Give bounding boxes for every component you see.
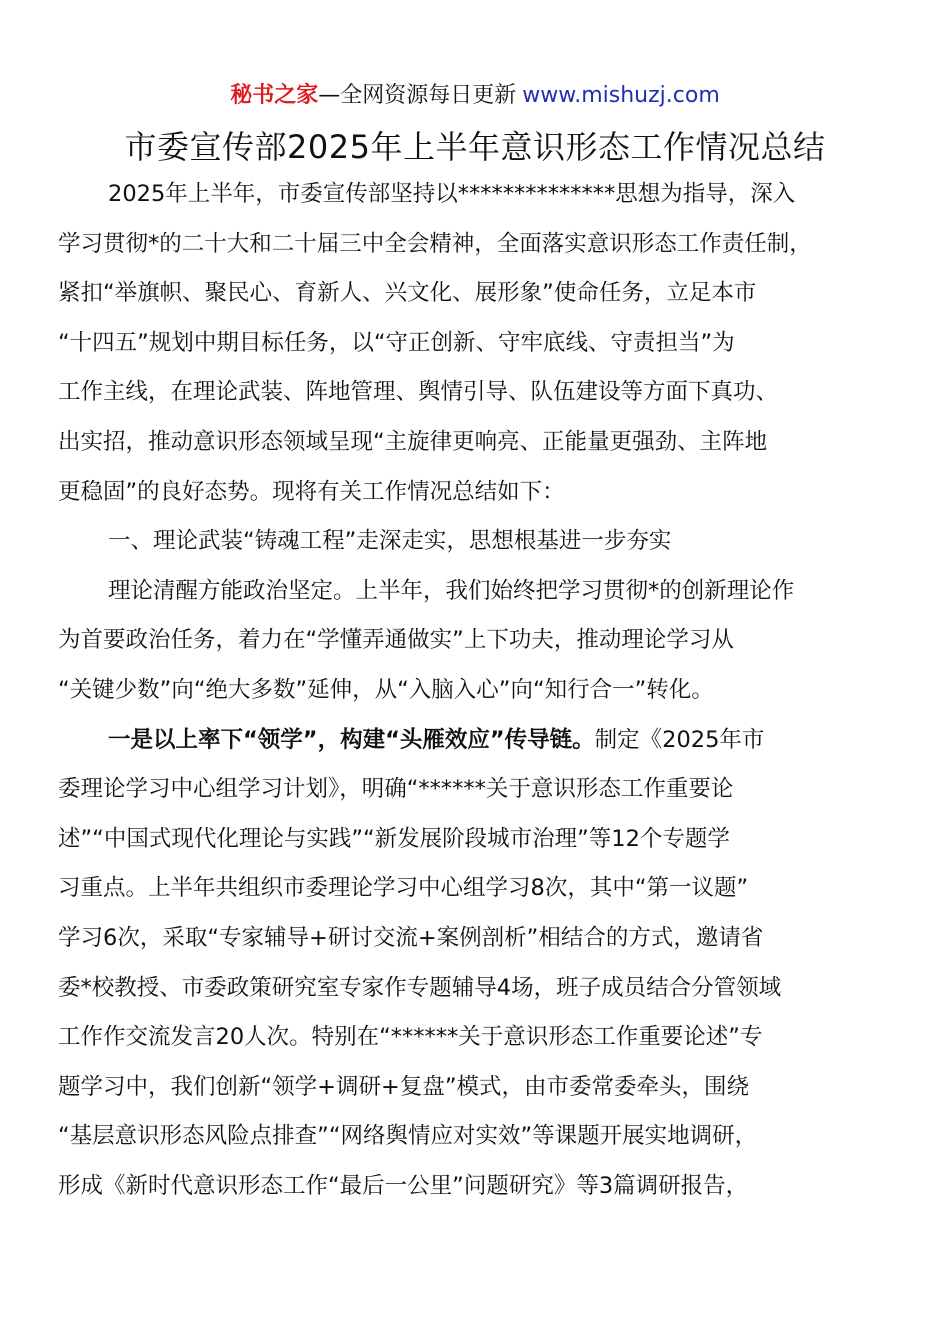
text-line	[58, 666, 898, 716]
text-line	[58, 567, 898, 617]
text-line	[58, 269, 898, 319]
line-text: 工作作交流发言20人次。特别在“******关于意识形态工作重要论述”专	[58, 1024, 763, 1051]
brand-name: 秘书之家	[230, 83, 319, 108]
line-text: 一、理论武装“铸魂工程”走深走实，思想根基进一步夯实	[108, 528, 672, 555]
text-line	[58, 319, 898, 369]
line-text: 题学习中，我们创新“领学+调研+复盘”模式，由市委常委牵头，围绕	[58, 1073, 750, 1100]
text-line	[58, 716, 898, 766]
line-text: 出实招，推动意识形态领域呈现“主旋律更响亮、正能量更强劲、主阵地	[58, 428, 768, 455]
line-text: 习重点。上半年共组织市委理论学习中心组学习8次，其中“第一议题”	[58, 875, 749, 902]
document-title: 市委宣传部2025年上半年意识形态工作情况总结	[124, 128, 826, 166]
line-text: “关键少数”向“绝大多数”延伸，从“入脑入心”向“知行合一”转化。	[58, 676, 714, 703]
text-line	[58, 765, 898, 815]
text-line	[58, 1063, 898, 1113]
line-text: 工作主线，在理论武装、阵地管理、舆情引导、队伍建设等方面下真功、	[58, 379, 779, 406]
document-body	[58, 170, 898, 1211]
text-line	[58, 170, 898, 220]
line-text: 紧扣“举旗帜、聚民心、育新人、兴文化、展形象”使命任务，立足本市	[58, 280, 757, 307]
line-text: “基层意识形态风险点排查”“网络舆情应对实效”等课题开展实地调研，	[58, 1123, 758, 1150]
text-line	[58, 914, 898, 964]
bold-lead-phrase: 一是以上率下“领学”，构建“头雁效应”传导链。	[108, 726, 595, 753]
line-text: 委*校教授、市委政策研究室专家作专题辅导4场，班子成员结合分管领域	[58, 974, 782, 1001]
text-line	[58, 368, 898, 418]
text-line	[58, 468, 898, 518]
line-text: 更稳固”的良好态势。现将有关工作情况总结如下：	[58, 478, 565, 505]
line-text: “十四五”规划中期目标任务，以“守正创新、守牢底线、守责担当”为	[58, 329, 735, 356]
text-line	[58, 964, 898, 1014]
line-text: 委理论学习中心组学习计划》，明确“******关于意识形态工作重要论	[58, 776, 734, 803]
text-line	[58, 1162, 898, 1212]
site-url[interactable]: www.mishuzj.com	[522, 83, 720, 108]
line-text: 为首要政治任务，着力在“学懂弄通做实”上下功夫，推动理论学习从	[58, 627, 734, 654]
line-text: 2025年上半年，市委宣传部坚持以**************思想为指导，深入	[108, 181, 796, 207]
text-line	[58, 1112, 898, 1162]
line-text: 理论清醒方能政治坚定。上半年，我们始终把学习贯彻*的创新理论作	[108, 577, 795, 604]
text-line	[58, 517, 898, 567]
line-text: 形成《新时代意识形态工作“最后一公里”问题研究》等3篇调研报告，	[58, 1172, 749, 1199]
text-line	[58, 220, 898, 270]
text-line	[58, 864, 898, 914]
text-line	[58, 418, 898, 468]
site-header	[0, 80, 950, 112]
line-text: 学习6次，采取“专家辅导+研讨交流+案例剖析”相结合的方式，邀请省	[58, 924, 764, 951]
text-line	[58, 815, 898, 865]
text-line	[58, 616, 898, 666]
header-tagline: —全网资源每日更新	[318, 83, 517, 108]
text-line	[58, 1013, 898, 1063]
line-text: 述”“中国式现代化理论与实践”“新发展阶段城市治理”等12个专题学	[58, 825, 730, 852]
line-text: 学习贯彻*的二十大和二十届三中全会精神，全面落实意识形态工作责任制，	[58, 230, 812, 257]
line-text: 制定《2025年市	[594, 726, 765, 753]
